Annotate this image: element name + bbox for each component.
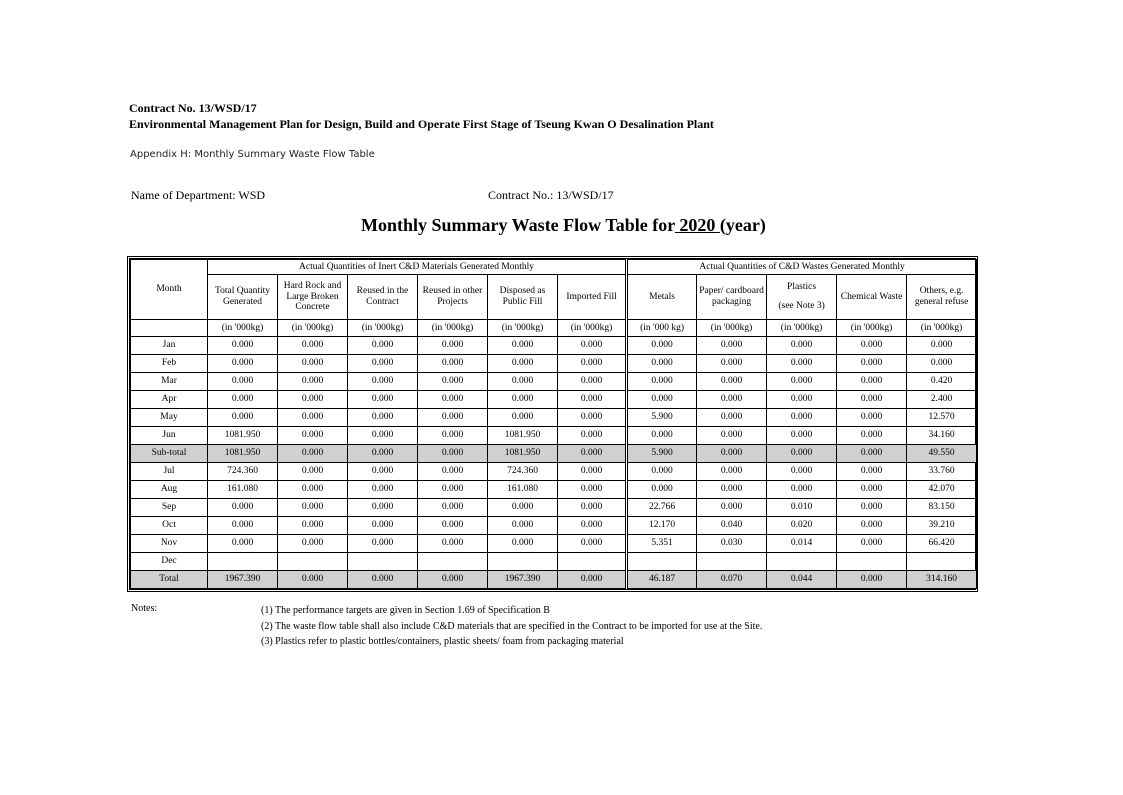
value-cell: 0.000 xyxy=(488,391,558,409)
value-cell: 0.000 xyxy=(488,517,558,535)
value-cell: 0.000 xyxy=(697,355,767,373)
month-cell: Aug xyxy=(131,481,208,499)
value-cell: 0.000 xyxy=(278,571,348,589)
value-cell: 0.044 xyxy=(767,571,837,589)
value-cell: 0.020 xyxy=(767,517,837,535)
value-cell: 0.000 xyxy=(558,409,627,427)
value-cell: 0.000 xyxy=(208,355,278,373)
table-row xyxy=(131,355,977,373)
unit-cell: (in '000 kg) xyxy=(627,320,697,337)
value-cell: 0.000 xyxy=(837,409,907,427)
value-cell: 0.000 xyxy=(767,481,837,499)
value-cell: 0.000 xyxy=(278,409,348,427)
value-cell: 0.000 xyxy=(278,337,348,355)
value-cell: 0.000 xyxy=(907,355,977,373)
value-cell: 0.000 xyxy=(697,373,767,391)
value-cell: 0.000 xyxy=(278,445,348,463)
value-cell: 0.000 xyxy=(208,391,278,409)
unit-cell: (in '000kg) xyxy=(348,320,418,337)
value-cell: 0.000 xyxy=(418,481,488,499)
month-cell: Jan xyxy=(131,337,208,355)
month-cell: Jun xyxy=(131,427,208,445)
cd-wastes-group-header: Actual Quantities of C&D Wastes Generated Monthly xyxy=(627,260,977,275)
table-title xyxy=(361,215,766,236)
contract-number-field: Contract No.: 13/WSD/17 xyxy=(488,188,614,202)
col-plastics xyxy=(767,275,837,320)
value-cell: 0.000 xyxy=(697,427,767,445)
unit-cell: (in '000kg) xyxy=(907,320,977,337)
month-cell: Total xyxy=(131,571,208,589)
value-cell: 0.000 xyxy=(697,409,767,427)
value-cell: 0.000 xyxy=(348,571,418,589)
value-cell: 0.000 xyxy=(697,499,767,517)
value-cell: 0.000 xyxy=(907,337,977,355)
value-cell: 0.000 xyxy=(488,373,558,391)
value-cell: 83.150 xyxy=(907,499,977,517)
value-cell xyxy=(558,553,627,571)
value-cell: 0.040 xyxy=(697,517,767,535)
value-cell xyxy=(208,553,278,571)
value-cell: 0.000 xyxy=(558,427,627,445)
value-cell: 0.000 xyxy=(278,535,348,553)
value-cell: 0.000 xyxy=(558,337,627,355)
table-title-year: 2020 xyxy=(674,215,720,235)
value-cell: 0.000 xyxy=(418,571,488,589)
value-cell: 0.000 xyxy=(767,445,837,463)
note-1: (1) The performance targets are given in Section 1.69 of Specification B xyxy=(261,605,550,616)
value-cell xyxy=(837,553,907,571)
value-cell: 0.000 xyxy=(837,463,907,481)
value-cell: 0.000 xyxy=(488,499,558,517)
col-plastics-note: (see Note 3) xyxy=(778,301,825,311)
value-cell: 33.760 xyxy=(907,463,977,481)
col-reused-other: Reused in other Projects xyxy=(418,275,488,320)
value-cell: 161.080 xyxy=(488,481,558,499)
value-cell: 0.000 xyxy=(208,337,278,355)
value-cell: 0.000 xyxy=(697,481,767,499)
value-cell: 1967.390 xyxy=(208,571,278,589)
value-cell: 12.170 xyxy=(627,517,697,535)
table-title-suffix: (year) xyxy=(719,215,766,235)
col-plastics-label: Plastics xyxy=(787,282,817,293)
value-cell: 0.000 xyxy=(767,427,837,445)
unit-cell: (in '000kg) xyxy=(558,320,627,337)
value-cell: 0.000 xyxy=(348,427,418,445)
value-cell: 0.000 xyxy=(488,337,558,355)
value-cell: 0.000 xyxy=(558,355,627,373)
value-cell: 0.000 xyxy=(837,535,907,553)
table-row xyxy=(131,409,977,427)
value-cell xyxy=(488,553,558,571)
value-cell: 0.000 xyxy=(697,391,767,409)
table-row xyxy=(131,571,977,589)
inert-materials-group-header: Actual Quantities of Inert C&D Materials Generated Monthly xyxy=(208,260,627,275)
value-cell: 724.360 xyxy=(488,463,558,481)
table-row xyxy=(131,535,977,553)
value-cell: 5.351 xyxy=(627,535,697,553)
value-cell: 0.000 xyxy=(418,373,488,391)
value-cell: 0.000 xyxy=(697,463,767,481)
value-cell: 0.000 xyxy=(767,409,837,427)
value-cell: 0.000 xyxy=(278,427,348,445)
value-cell: 0.000 xyxy=(627,355,697,373)
value-cell: 1081.950 xyxy=(488,427,558,445)
value-cell: 0.000 xyxy=(418,337,488,355)
month-cell: Oct xyxy=(131,517,208,535)
value-cell: 34.160 xyxy=(907,427,977,445)
value-cell: 0.000 xyxy=(348,499,418,517)
unit-cell: (in '000kg) xyxy=(697,320,767,337)
value-cell: 2.400 xyxy=(907,391,977,409)
value-cell: 0.000 xyxy=(558,481,627,499)
table-row xyxy=(131,517,977,535)
unit-cell: (in '000kg) xyxy=(488,320,558,337)
col-others: Others, e.g. general refuse xyxy=(907,275,977,320)
value-cell: 0.420 xyxy=(907,373,977,391)
notes-label: Notes: xyxy=(131,603,158,614)
value-cell: 0.000 xyxy=(837,355,907,373)
value-cell: 0.000 xyxy=(837,373,907,391)
value-cell: 0.000 xyxy=(348,445,418,463)
value-cell: 314.160 xyxy=(907,571,977,589)
value-cell xyxy=(348,553,418,571)
value-cell: 0.000 xyxy=(627,391,697,409)
value-cell: 0.000 xyxy=(488,535,558,553)
value-cell: 0.000 xyxy=(767,355,837,373)
value-cell: 5.900 xyxy=(627,409,697,427)
value-cell: 0.000 xyxy=(208,499,278,517)
table-row xyxy=(131,337,977,355)
value-cell: 0.000 xyxy=(278,391,348,409)
value-cell: 0.000 xyxy=(418,517,488,535)
value-cell: 0.000 xyxy=(348,337,418,355)
col-metals: Metals xyxy=(627,275,697,320)
value-cell: 0.000 xyxy=(278,463,348,481)
value-cell: 0.000 xyxy=(767,337,837,355)
value-cell: 0.000 xyxy=(418,409,488,427)
value-cell: 1081.950 xyxy=(208,427,278,445)
value-cell: 0.000 xyxy=(348,373,418,391)
value-cell: 0.000 xyxy=(837,499,907,517)
value-cell: 0.000 xyxy=(837,571,907,589)
value-cell: 0.000 xyxy=(627,427,697,445)
value-cell: 161.080 xyxy=(208,481,278,499)
value-cell: 0.000 xyxy=(418,445,488,463)
value-cell: 0.000 xyxy=(278,355,348,373)
unit-cell: (in '000kg) xyxy=(418,320,488,337)
unit-blank xyxy=(131,320,208,337)
value-cell: 22.766 xyxy=(627,499,697,517)
month-cell: Feb xyxy=(131,355,208,373)
value-cell: 0.000 xyxy=(348,535,418,553)
value-cell xyxy=(697,553,767,571)
value-cell: 0.000 xyxy=(558,391,627,409)
value-cell: 0.000 xyxy=(697,337,767,355)
value-cell: 0.010 xyxy=(767,499,837,517)
col-paper: Paper/ cardboard packaging xyxy=(697,275,767,320)
value-cell: 0.000 xyxy=(348,481,418,499)
unit-cell: (in '000kg) xyxy=(208,320,278,337)
value-cell: 1081.950 xyxy=(488,445,558,463)
value-cell: 0.000 xyxy=(488,409,558,427)
value-cell: 1081.950 xyxy=(208,445,278,463)
table-row xyxy=(131,445,977,463)
table-row xyxy=(131,463,977,481)
month-cell: May xyxy=(131,409,208,427)
value-cell: 0.070 xyxy=(697,571,767,589)
value-cell: 0.000 xyxy=(627,481,697,499)
waste-flow-table xyxy=(127,256,978,592)
value-cell: 0.000 xyxy=(558,535,627,553)
col-reused-contract: Reused in the Contract xyxy=(348,275,418,320)
col-imported-fill: Imported Fill xyxy=(558,275,627,320)
month-cell: Apr xyxy=(131,391,208,409)
note-2: (2) The waste flow table shall also include C&D materials that are specified in the Contract to be imported for use at the Site. xyxy=(261,620,763,632)
table-row xyxy=(131,481,977,499)
value-cell: 0.000 xyxy=(767,391,837,409)
value-cell: 0.000 xyxy=(837,337,907,355)
col-chemical-waste: Chemical Waste xyxy=(837,275,907,320)
value-cell: 0.000 xyxy=(278,481,348,499)
col-public-fill: Disposed as Public Fill xyxy=(488,275,558,320)
value-cell: 0.014 xyxy=(767,535,837,553)
table-row xyxy=(131,373,977,391)
value-cell: 0.000 xyxy=(418,463,488,481)
value-cell: 0.000 xyxy=(418,355,488,373)
month-cell: Dec xyxy=(131,553,208,571)
value-cell: 0.000 xyxy=(278,499,348,517)
value-cell: 0.000 xyxy=(837,427,907,445)
unit-cell: (in '000kg) xyxy=(837,320,907,337)
value-cell: 0.000 xyxy=(837,445,907,463)
value-cell: 0.000 xyxy=(208,517,278,535)
value-cell: 724.360 xyxy=(208,463,278,481)
value-cell: 0.030 xyxy=(697,535,767,553)
value-cell: 0.000 xyxy=(627,337,697,355)
value-cell: 0.000 xyxy=(627,463,697,481)
value-cell xyxy=(627,553,697,571)
value-cell: 1967.390 xyxy=(488,571,558,589)
month-cell: Sep xyxy=(131,499,208,517)
value-cell xyxy=(278,553,348,571)
value-cell: 0.000 xyxy=(418,499,488,517)
value-cell: 0.000 xyxy=(558,463,627,481)
notes-list xyxy=(261,603,762,650)
unit-cell: (in '000kg) xyxy=(278,320,348,337)
document-title: Environmental Management Plan for Design, Build and Operate First Stage of Tseung Kwan O Desalination Plant xyxy=(129,117,714,131)
value-cell: 0.000 xyxy=(558,571,627,589)
value-cell: 0.000 xyxy=(767,373,837,391)
value-cell: 0.000 xyxy=(208,409,278,427)
col-hard-rock: Hard Rock and Large Broken Concrete xyxy=(278,275,348,320)
value-cell: 0.000 xyxy=(418,427,488,445)
table-row xyxy=(131,499,977,517)
value-cell: 0.000 xyxy=(558,517,627,535)
value-cell: 0.000 xyxy=(278,517,348,535)
value-cell: 0.000 xyxy=(558,499,627,517)
value-cell: 0.000 xyxy=(837,481,907,499)
value-cell: 0.000 xyxy=(558,445,627,463)
table-title-prefix: Monthly Summary Waste Flow Table for xyxy=(361,215,675,235)
value-cell xyxy=(907,553,977,571)
value-cell xyxy=(418,553,488,571)
value-cell: 39.210 xyxy=(907,517,977,535)
value-cell: 0.000 xyxy=(208,535,278,553)
month-cell: Mar xyxy=(131,373,208,391)
value-cell: 0.000 xyxy=(348,409,418,427)
value-cell: 5.900 xyxy=(627,445,697,463)
value-cell: 12.570 xyxy=(907,409,977,427)
value-cell: 0.000 xyxy=(348,391,418,409)
table-row xyxy=(131,391,977,409)
value-cell: 0.000 xyxy=(767,463,837,481)
department-name: Name of Department: WSD xyxy=(131,188,266,202)
value-cell: 0.000 xyxy=(837,391,907,409)
month-cell: Jul xyxy=(131,463,208,481)
value-cell: 0.000 xyxy=(488,355,558,373)
unit-cell: (in '000kg) xyxy=(767,320,837,337)
col-total-quantity: Total Quantity Generated xyxy=(208,275,278,320)
value-cell: 0.000 xyxy=(418,535,488,553)
value-cell: 42.070 xyxy=(907,481,977,499)
month-cell: Nov xyxy=(131,535,208,553)
table-row xyxy=(131,427,977,445)
value-cell: 0.000 xyxy=(348,517,418,535)
value-cell: 0.000 xyxy=(208,373,278,391)
value-cell: 0.000 xyxy=(697,445,767,463)
note-3: (3) Plastics refer to plastic bottles/containers, plastic sheets/ foam from packaging material xyxy=(261,636,624,647)
value-cell: 0.000 xyxy=(627,373,697,391)
value-cell: 0.000 xyxy=(348,355,418,373)
value-cell: 66.420 xyxy=(907,535,977,553)
table-row xyxy=(131,553,977,571)
appendix-label: Appendix H: Monthly Summary Waste Flow Table xyxy=(130,149,375,160)
contract-number-heading: Contract No. 13/WSD/17 xyxy=(129,101,257,115)
value-cell: 0.000 xyxy=(418,391,488,409)
value-cell: 0.000 xyxy=(837,517,907,535)
month-header: Month xyxy=(131,260,208,320)
value-cell: 0.000 xyxy=(558,373,627,391)
value-cell: 0.000 xyxy=(278,373,348,391)
value-cell: 0.000 xyxy=(348,463,418,481)
value-cell xyxy=(767,553,837,571)
value-cell: 46.187 xyxy=(627,571,697,589)
value-cell: 49.550 xyxy=(907,445,977,463)
month-cell: Sub-total xyxy=(131,445,208,463)
